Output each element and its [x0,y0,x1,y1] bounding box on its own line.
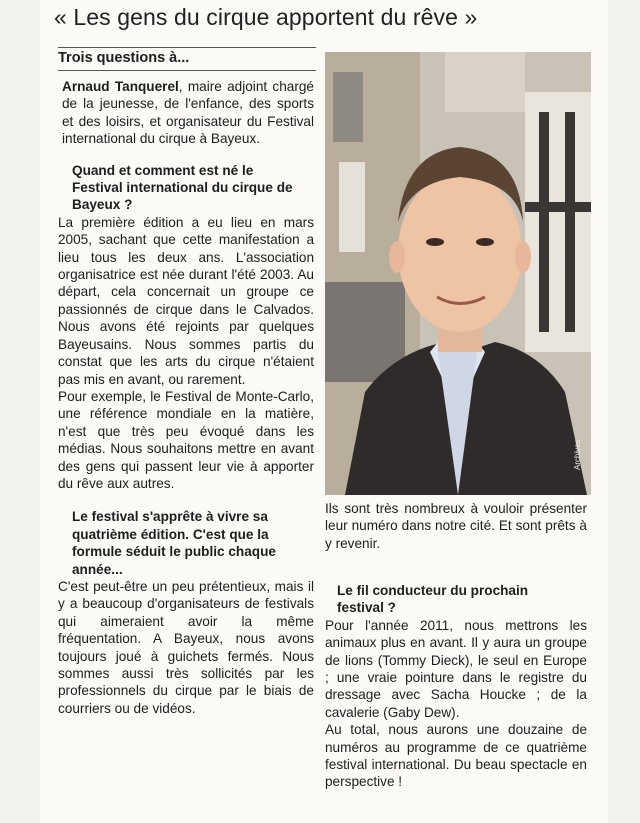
intro-name: Arnaud Tanquerel [62,79,179,94]
portrait-photo [325,52,591,495]
kicker-top-rule [58,47,316,48]
photo-caption: Ils sont très nombreux à vouloir présenter leur numéro dans notre cité. Et sont prêts à y revenir. [325,501,587,551]
right-column [325,582,587,791]
answer-2: C'est peut-être un peu prétentieux, mais il y a beaucoup d'organisateurs de festivals qui aimeraient avoir la même fréquentation. A Bayeux, nous avons toujours joué à guichets fermés. Nous sommes aussi très sollicités par les professionnels du cirque par le biais de courriers ou de vidéos. [58,578,314,716]
answer-3-paragraph-2: Au total, nous aurons une douzaine de numéros au programme de ce quatrième festival international. Du beau spectacle en perspective ! [325,722,587,790]
answer-1-paragraph-1: La première édition a eu lieu en mars 2005, sachant que cette manifestation a lieu tous les deux ans. L'association organisatrice est née durant l'été 2003. Au départ, cela concernait un groupe ce passionnés de cirque dans le Calvados. Nous avons été rejoints par quelques Bayeusains. Nous sommes partis du constat que les arts du cirque n'étaient pas mis en avant, ou rarement. [58,214,314,387]
kicker: Trois questions à... [58,50,190,66]
question-3: Le fil conducteur du prochain festival ? [337,583,529,616]
answer-3-paragraph-1: Pour l'année 2011, nous mettrons les animaux plus en avant. Il y aura un groupe de lions (Tommy Dieck), le seul en Europe ; une vraie pointure dans le registre du dressage avec Sacha Houcke ; de la cavalerie (Gaby Dew). [325,617,587,720]
intro-text: , maire adjoint chargé de la jeunesse, de l'enfance, des sports et des loisirs, et organisateur du Festival international du cirque à Bayeux. [62,79,314,147]
article-title: « Les gens du cirque apportent du rêve » [54,4,478,30]
portrait-image [325,52,591,495]
kicker-bottom-rule [58,70,316,71]
answer-1-paragraph-2: Pour exemple, le Festival de Monte-Carlo, une référence mondiale en la matière, n'est que très peu évoqué dans les médias. Nous souhaitons mettre en avant des gens qui passent leur vie à apporter du rêve aux autres. [58,388,314,491]
intro-paragraph [58,78,314,148]
photo-credit: Archives [573,439,582,470]
left-column [58,78,314,717]
question-2: Le festival s'apprête à vivre sa quatrième édition. C'est que la formule séduit le public chaque année... [72,509,276,577]
question-1: Quand et comment est né le Festival international du cirque de Bayeux ? [72,162,293,213]
